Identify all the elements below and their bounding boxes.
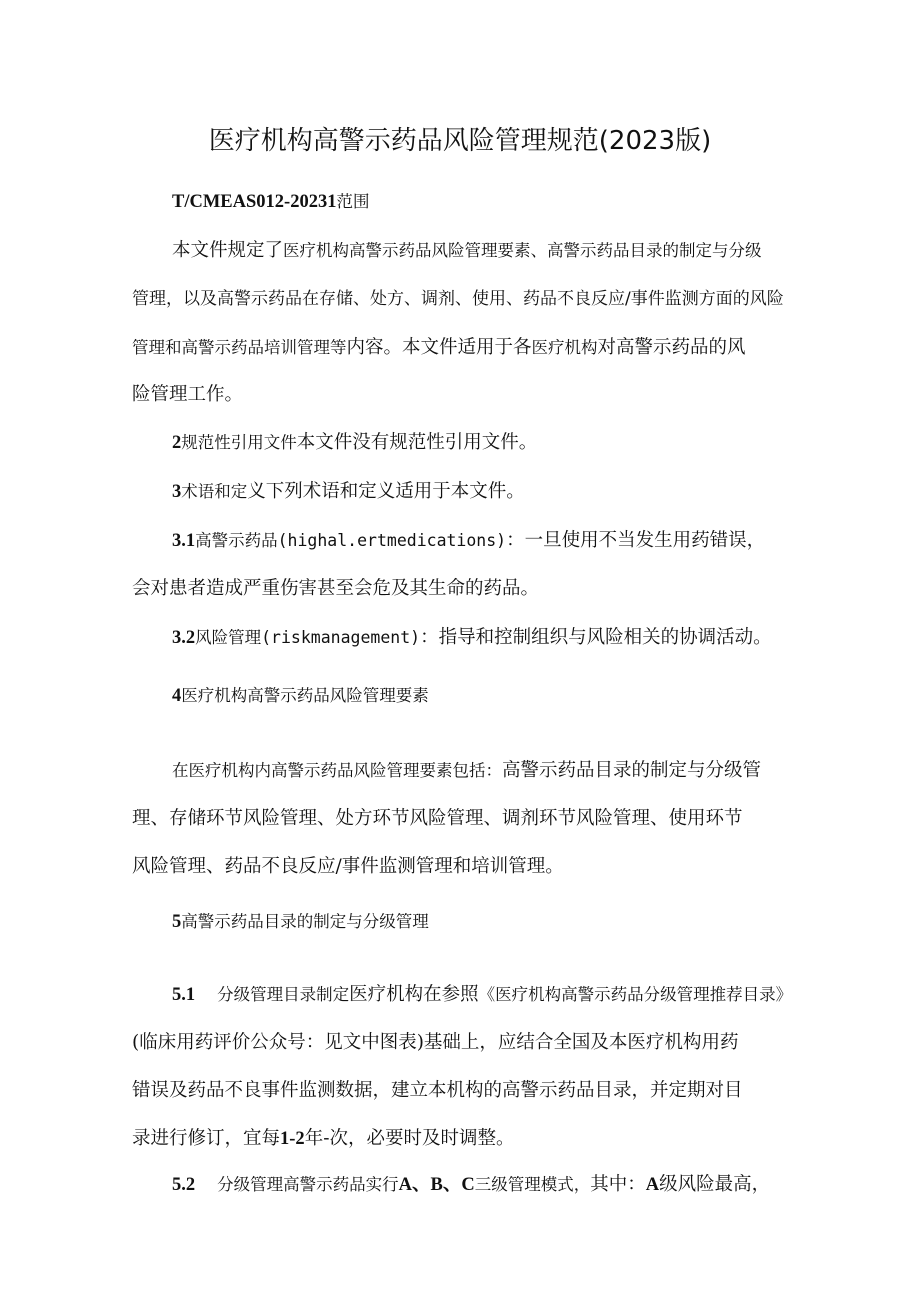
section-text: A、B、C (398, 1175, 475, 1195)
section-number: 4 (172, 686, 182, 706)
section-5-1-line-3 (132, 1076, 743, 1102)
section-text: 录进行修订，宜每 (132, 1128, 281, 1149)
section-3 (172, 477, 525, 503)
section-number: 5 (172, 912, 182, 932)
section-3-1-line-2 (132, 574, 539, 600)
section-heading: 分级管理高警示药品实行 (217, 1175, 399, 1194)
section-heading: 规范性引用文件 (181, 433, 297, 452)
scope-text: 对高警示药品的风 (597, 337, 746, 358)
standard-code: T/CMEAS012-20231 (172, 192, 337, 212)
standard-code-line (172, 188, 369, 213)
section-5-1 (172, 980, 792, 1006)
section-text: 理、存储环节风险管理、处方环节风险管理、调剂环节风险管理、使用环节 (132, 808, 743, 829)
section-5-heading-line (172, 908, 429, 933)
section-text: 在医疗机构内高警示药品风险管理要素包括： (172, 761, 502, 780)
section-text: 错误及药品不良事件监测数据，建立本机构的高警示药品目录，并定期对目 (132, 1080, 743, 1101)
scope-text: 本文件规定了 (172, 240, 284, 261)
section-5-1-line-4 (132, 1124, 514, 1150)
section-text: ：一旦使用不当发生用药错误， (506, 530, 766, 551)
section-heading: 高警示药品 (195, 531, 278, 550)
section-text: 三级管理模式， (474, 1175, 591, 1194)
scope-text: 管理，以及高警示药品在存储、处方、调剂、使用、药品不良反应/事件监测方面的风险 (132, 289, 784, 309)
section-text: 义下列术语和定义适用于本文件。 (247, 481, 525, 502)
section-text: 风险管理、药品不良反应/事件监测管理和培训管理。 (132, 856, 564, 877)
section-number: 3.1 (172, 531, 196, 551)
section-number: 3 (172, 482, 182, 502)
section-heading: 医疗机构高警示药品风险管理要素 (181, 686, 429, 705)
section-4-heading-line (172, 682, 429, 707)
section-3-2 (172, 623, 772, 649)
section-text: 《医疗机构高警示药品分级管理推荐目录》 (478, 985, 793, 1004)
section-text: 1-2 (280, 1129, 305, 1149)
section-heading: 分级管理目录制定 (217, 985, 350, 1004)
term-english: (highal.ertmedications) (277, 531, 507, 550)
section-text: (临床用药评价公众号：见文中图表)基础上，应结合全国及本医疗机构用药 (132, 1032, 739, 1053)
scope-line-1 (172, 236, 762, 262)
section-5-2 (172, 1170, 770, 1196)
section-number: 2 (172, 433, 182, 453)
section-heading: 术语和定 (181, 482, 248, 501)
section-5-1-line-2 (132, 1028, 738, 1054)
section-number: 3.2 (172, 628, 196, 648)
section-4-line-1 (172, 756, 761, 782)
scope-text: 内容。本文件适用于各 (346, 337, 532, 358)
section-text: 年-次，必要时及时调整。 (304, 1128, 515, 1149)
scope-text: 险管理工作。 (132, 384, 244, 405)
scope-text: 管理和高警示药品培训管理等 (132, 338, 347, 357)
section-heading: 高警示药品目录的制定与分级管理 (181, 912, 429, 931)
term-english: (riskmanagement) (261, 628, 421, 647)
section-text: ：指导和控制组织与风险相关的协调活动。 (420, 627, 772, 648)
section-4-line-2 (132, 804, 743, 830)
section-text: A (645, 1175, 660, 1195)
section-text: 级风险最高， (659, 1174, 771, 1195)
scope-line-3 (132, 333, 746, 359)
section-text: 高警示药品目录的制定与分级管 (502, 760, 762, 781)
section-2 (172, 428, 537, 454)
section-text: 本文件没有规范性引用文件。 (296, 432, 538, 453)
section-text: 会对患者造成严重伤害甚至会危及其生命的药品。 (132, 578, 540, 599)
section-number: 5.1 (172, 985, 196, 1005)
scope-line-4 (132, 380, 243, 406)
scope-text: 医疗机构 (531, 338, 598, 357)
section-number: 5.2 (172, 1175, 196, 1195)
section-3-1 (172, 526, 765, 552)
section-text: 其中： (590, 1174, 646, 1195)
scope-line-2 (132, 284, 784, 309)
section-4-line-3 (132, 852, 564, 878)
document-title: 医疗机构高警示药品风险管理规范(2023版) (208, 126, 712, 156)
section-text: 医疗机构在参照 (349, 984, 479, 1005)
section-heading: 风险管理 (195, 628, 262, 647)
section-1-heading: 范围 (336, 192, 370, 211)
scope-text: 医疗机构高警示药品风险管理要素、高警示药品目录的制定与分级 (283, 241, 762, 260)
